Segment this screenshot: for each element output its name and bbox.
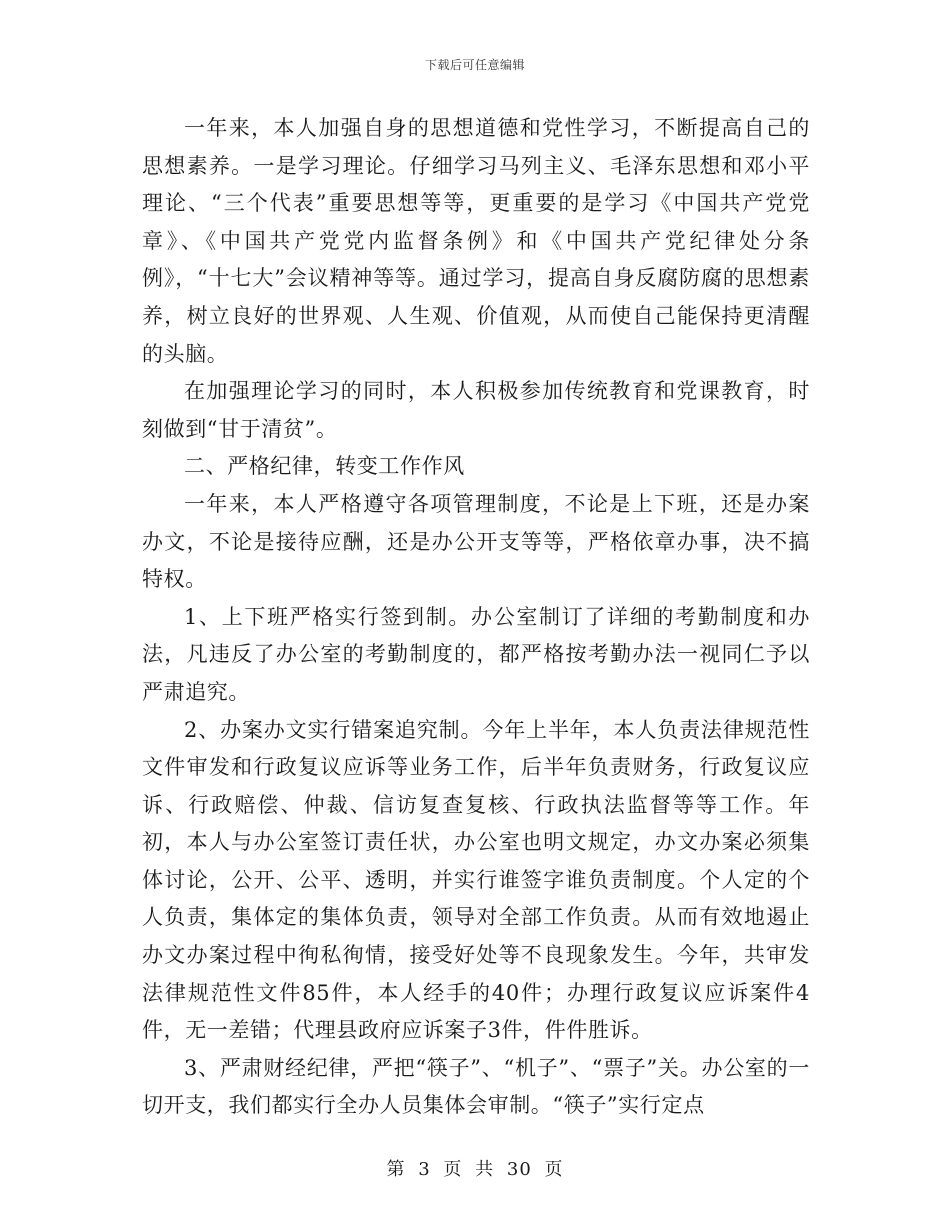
footer-total-unit: 页 [544, 1159, 564, 1180]
paragraph-theory-study: 在加强理论学习的同时，本人积极参加传统教育和党课教育，时刻做到“甘于清贫”。 [142, 379, 810, 441]
header-note: 下载后可任意编辑 [424, 58, 525, 72]
paragraph-item-2: 2、办案办文实行错案追究制。今年上半年，本人负责法律规范性文件审发和行政复议应诉等业务工作，后半年负责财务，行政复议应诉、行政赔偿、仲裁、信访复查复核、行政执法监督等等工作。年初，本人与办公室签订责任状，办公室也明文规定，办文办案必须集体讨论，公开、公平、透明，并实行谁签字谁负责制度。个人定的个人负责，集体定的集体负责，领导对全部工作负责。从而有效地遏止办文办案过程中徇私徇情，接受好处等不良现象发生。今年，共审发法律规范性文件85件，本人经手的40件；办理行政复议应诉案件4件，无一差错；代理县政府应诉案子3件，件件胜诉。 [142, 717, 810, 1043]
paragraph-discipline-intro: 一年来，本人严格遵守各项管理制度，不论是上下班，还是办案办文，不论是接待应酬，还是办公开支等等，严格依章办事，决不搞特权。 [142, 491, 810, 592]
footer-current-page: 3 [418, 1159, 431, 1180]
paragraph-intro: 一年来，本人加强自身的思想道德和党性学习，不断提高自己的思想素养。一是学习理论。仔细学习马列主义、毛泽东思想和邓小平理论、“三个代表”重要思想等等，更重要的是学习《中国共产党党章》、《中国共产党党内监督条例》和《中国共产党纪律处分条例》，“十七大”会议精神等等。通过学习，提高自身反腐防腐的思想素养，树立良好的世界观、人生观、价值观，从而使自己能保持更清醒的头脑。 [142, 116, 810, 366]
footer-page-label: 第 [386, 1159, 406, 1180]
page-footer [0, 1155, 950, 1181]
paragraph-item-3: 3、严肃财经纪律，严把“筷子”、“机子”、“票子”关。办公室的一切开支，我们都实行全办人员集体会审制。“筷子”实行定点 [142, 1055, 810, 1118]
paragraph-item-1: 1、上下班严格实行签到制。办公室制订了详细的考勤制度和办法，凡违反了办公室的考勤制度的，都严格按考勤办法一视同仁予以严肃追究。 [142, 604, 810, 704]
footer-total-pages: 30 [506, 1159, 532, 1180]
section-heading-discipline: 二、严格纪律，转变工作作风 [184, 454, 465, 479]
footer-total-label: 共 [475, 1159, 495, 1180]
document-body [142, 110, 810, 1125]
footer-page-unit: 页 [443, 1159, 463, 1180]
